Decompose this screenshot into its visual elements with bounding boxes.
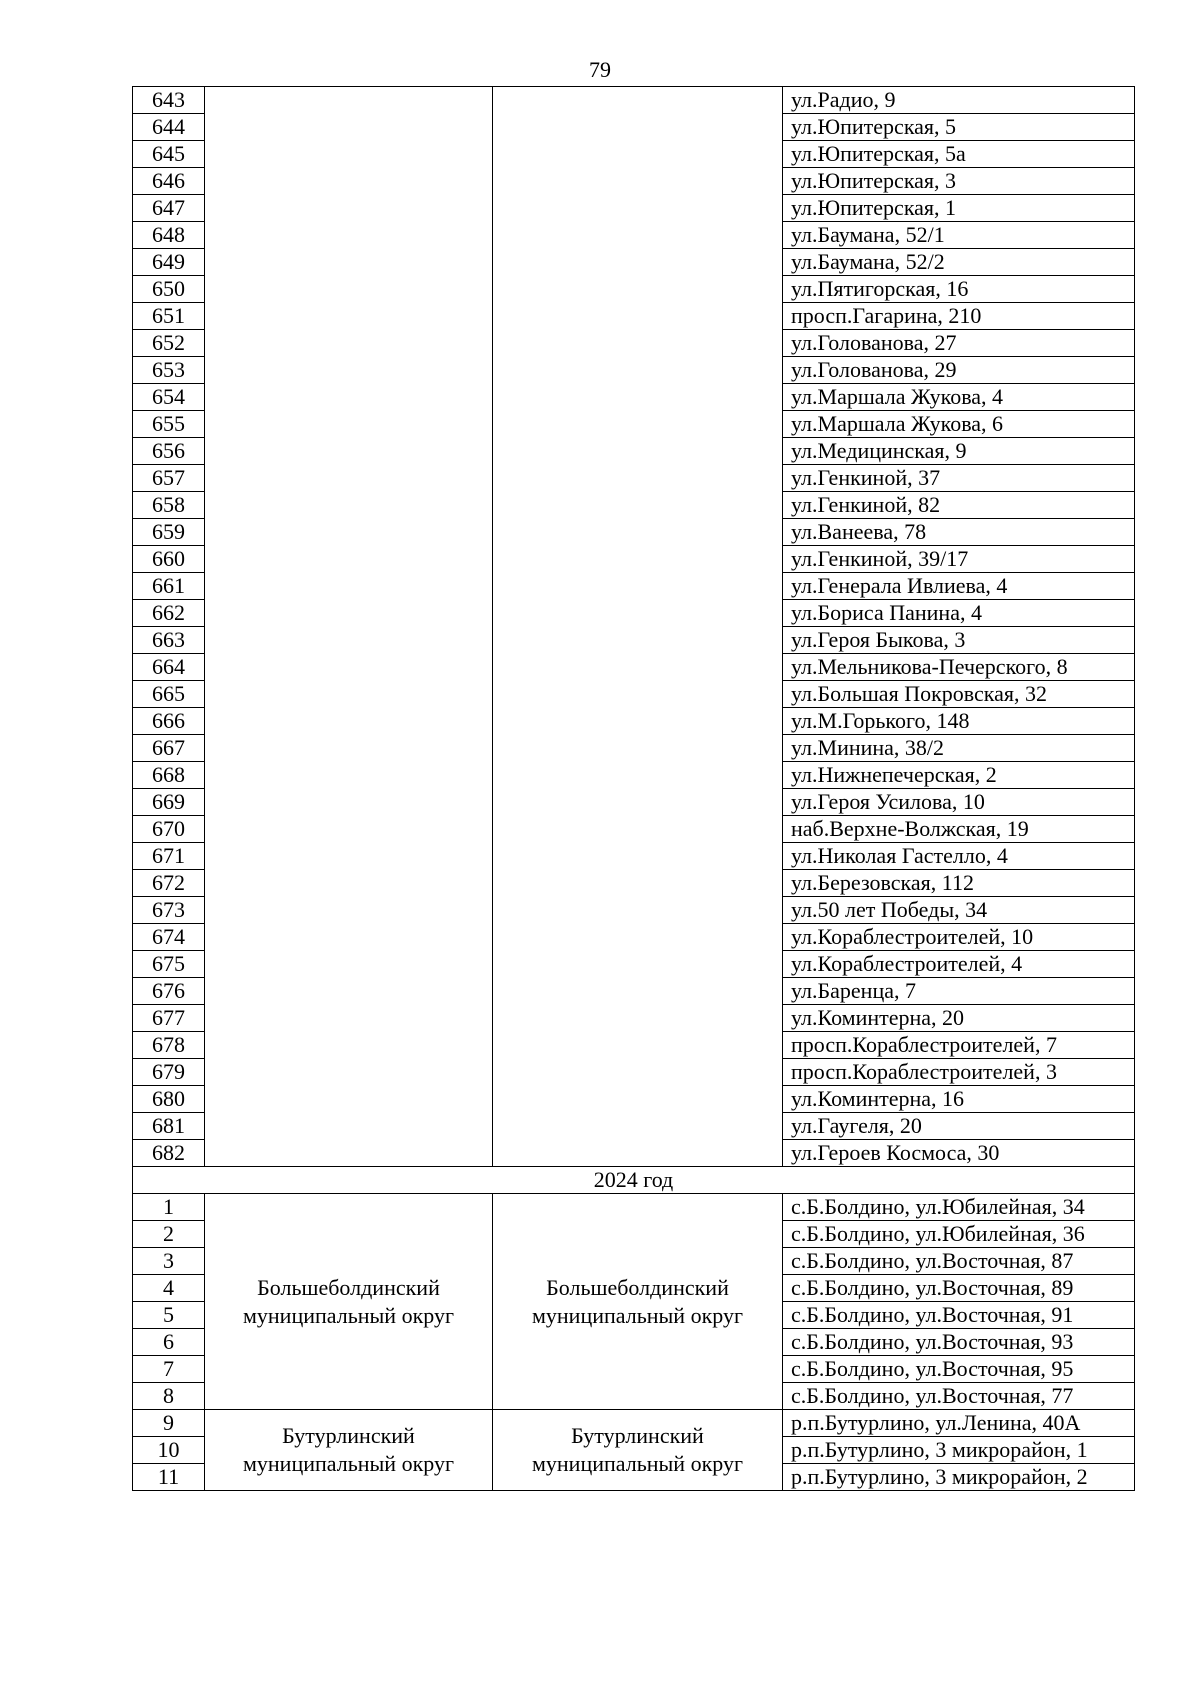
row-number: 661	[133, 573, 205, 600]
address-cell: ул.Коминтерна, 20	[783, 1005, 1135, 1032]
row-number: 648	[133, 222, 205, 249]
municipality-cell: Бутурлинский муниципальный округ	[493, 1410, 783, 1491]
address-cell: с.Б.Болдино, ул.Юбилейная, 34	[783, 1194, 1135, 1221]
row-number: 671	[133, 843, 205, 870]
address-cell: наб.Верхне-Волжская, 19	[783, 816, 1135, 843]
address-cell: ул.Генкиной, 39/17	[783, 546, 1135, 573]
address-cell: с.Б.Болдино, ул.Восточная, 89	[783, 1275, 1135, 1302]
row-number: 6	[133, 1329, 205, 1356]
address-cell: ул.М.Горького, 148	[783, 708, 1135, 735]
address-cell: просп.Гагарина, 210	[783, 303, 1135, 330]
address-cell: ул.Героя Усилова, 10	[783, 789, 1135, 816]
municipality-cell	[493, 87, 783, 1167]
address-cell: с.Б.Болдино, ул.Восточная, 91	[783, 1302, 1135, 1329]
row-number: 654	[133, 384, 205, 411]
district-cell: Большеболдинский муниципальный округ	[205, 1194, 493, 1410]
row-number: 680	[133, 1086, 205, 1113]
row-number: 678	[133, 1032, 205, 1059]
address-cell: ул.Медицинская, 9	[783, 438, 1135, 465]
address-cell: ул.Генкиной, 37	[783, 465, 1135, 492]
row-number: 647	[133, 195, 205, 222]
address-cell: ул.Генерала Ивлиева, 4	[783, 573, 1135, 600]
row-number: 673	[133, 897, 205, 924]
address-cell: ул.Юпитерская, 5а	[783, 141, 1135, 168]
row-number: 650	[133, 276, 205, 303]
addresses-table-body	[133, 87, 1135, 1491]
table-row	[133, 1194, 1135, 1221]
address-cell: ул.Коминтерна, 16	[783, 1086, 1135, 1113]
row-number: 682	[133, 1140, 205, 1167]
address-cell: ул.Радио, 9	[783, 87, 1135, 114]
address-cell: ул.Николая Гастелло, 4	[783, 843, 1135, 870]
address-cell: просп.Кораблестроителей, 3	[783, 1059, 1135, 1086]
address-cell: ул.Мельникова-Печерского, 8	[783, 654, 1135, 681]
row-number: 662	[133, 600, 205, 627]
address-cell: ул.Кораблестроителей, 10	[783, 924, 1135, 951]
address-cell: ул.Кораблестроителей, 4	[783, 951, 1135, 978]
row-number: 666	[133, 708, 205, 735]
row-number: 681	[133, 1113, 205, 1140]
row-number: 7	[133, 1356, 205, 1383]
address-cell: с.Б.Болдино, ул.Восточная, 93	[783, 1329, 1135, 1356]
row-number: 677	[133, 1005, 205, 1032]
address-cell: ул.Большая Покровская, 32	[783, 681, 1135, 708]
page-number: 79	[589, 57, 611, 82]
address-cell: ул.Пятигорская, 16	[783, 276, 1135, 303]
row-number: 1	[133, 1194, 205, 1221]
row-number: 644	[133, 114, 205, 141]
address-cell: ул.Баренца, 7	[783, 978, 1135, 1005]
row-number: 9	[133, 1410, 205, 1437]
row-number: 2	[133, 1221, 205, 1248]
address-cell: р.п.Бутурлино, 3 микрорайон, 2	[783, 1464, 1135, 1491]
row-number: 5	[133, 1302, 205, 1329]
row-number: 8	[133, 1383, 205, 1410]
row-number: 664	[133, 654, 205, 681]
row-number: 653	[133, 357, 205, 384]
district-cell: Бутурлинский муниципальный округ	[205, 1410, 493, 1491]
address-cell: ул.Маршала Жукова, 6	[783, 411, 1135, 438]
row-number: 675	[133, 951, 205, 978]
address-cell: с.Б.Болдино, ул.Восточная, 95	[783, 1356, 1135, 1383]
address-cell: ул.Героев Космоса, 30	[783, 1140, 1135, 1167]
row-number: 10	[133, 1437, 205, 1464]
address-cell: ул.Юпитерская, 1	[783, 195, 1135, 222]
row-number: 649	[133, 249, 205, 276]
row-number: 676	[133, 978, 205, 1005]
row-number: 663	[133, 627, 205, 654]
row-number: 643	[133, 87, 205, 114]
row-number: 669	[133, 789, 205, 816]
row-number: 670	[133, 816, 205, 843]
address-cell: р.п.Бутурлино, 3 микрорайон, 1	[783, 1437, 1135, 1464]
row-number: 672	[133, 870, 205, 897]
row-number: 645	[133, 141, 205, 168]
address-cell: с.Б.Болдино, ул.Восточная, 87	[783, 1248, 1135, 1275]
row-number: 667	[133, 735, 205, 762]
address-cell: ул.Голованова, 27	[783, 330, 1135, 357]
municipality-cell: Большеболдинский муниципальный округ	[493, 1194, 783, 1410]
address-cell: ул.Баумана, 52/2	[783, 249, 1135, 276]
row-number: 668	[133, 762, 205, 789]
address-cell: с.Б.Болдино, ул.Юбилейная, 36	[783, 1221, 1135, 1248]
row-number: 658	[133, 492, 205, 519]
address-cell: ул.Нижнепечерская, 2	[783, 762, 1135, 789]
row-number: 659	[133, 519, 205, 546]
addresses-table	[132, 86, 1135, 1491]
address-cell: ул.Березовская, 112	[783, 870, 1135, 897]
address-cell: ул.Баумана, 52/1	[783, 222, 1135, 249]
table-row	[133, 87, 1135, 114]
row-number: 11	[133, 1464, 205, 1491]
address-cell: ул.Бориса Панина, 4	[783, 600, 1135, 627]
address-cell: ул.Гаугеля, 20	[783, 1113, 1135, 1140]
row-number: 4	[133, 1275, 205, 1302]
row-number: 660	[133, 546, 205, 573]
address-cell: ул.Юпитерская, 3	[783, 168, 1135, 195]
address-cell: ул.Минина, 38/2	[783, 735, 1135, 762]
year-heading: 2024 год	[133, 1167, 1135, 1194]
row-number: 665	[133, 681, 205, 708]
address-cell: ул.Героя Быкова, 3	[783, 627, 1135, 654]
row-number: 656	[133, 438, 205, 465]
row-number: 651	[133, 303, 205, 330]
row-number: 657	[133, 465, 205, 492]
row-number: 652	[133, 330, 205, 357]
row-number: 679	[133, 1059, 205, 1086]
address-cell: с.Б.Болдино, ул.Восточная, 77	[783, 1383, 1135, 1410]
address-cell: ул.Ванеева, 78	[783, 519, 1135, 546]
table-row	[133, 1410, 1135, 1437]
address-cell: ул.Маршала Жукова, 4	[783, 384, 1135, 411]
row-number: 655	[133, 411, 205, 438]
address-cell: р.п.Бутурлино, ул.Ленина, 40А	[783, 1410, 1135, 1437]
district-cell	[205, 87, 493, 1167]
address-cell: ул.50 лет Победы, 34	[783, 897, 1135, 924]
address-cell: ул.Генкиной, 82	[783, 492, 1135, 519]
row-number: 674	[133, 924, 205, 951]
address-cell: ул.Юпитерская, 5	[783, 114, 1135, 141]
address-cell: ул.Голованова, 29	[783, 357, 1135, 384]
year-heading-row	[133, 1167, 1135, 1194]
row-number: 646	[133, 168, 205, 195]
row-number: 3	[133, 1248, 205, 1275]
address-cell: просп.Кораблестроителей, 7	[783, 1032, 1135, 1059]
